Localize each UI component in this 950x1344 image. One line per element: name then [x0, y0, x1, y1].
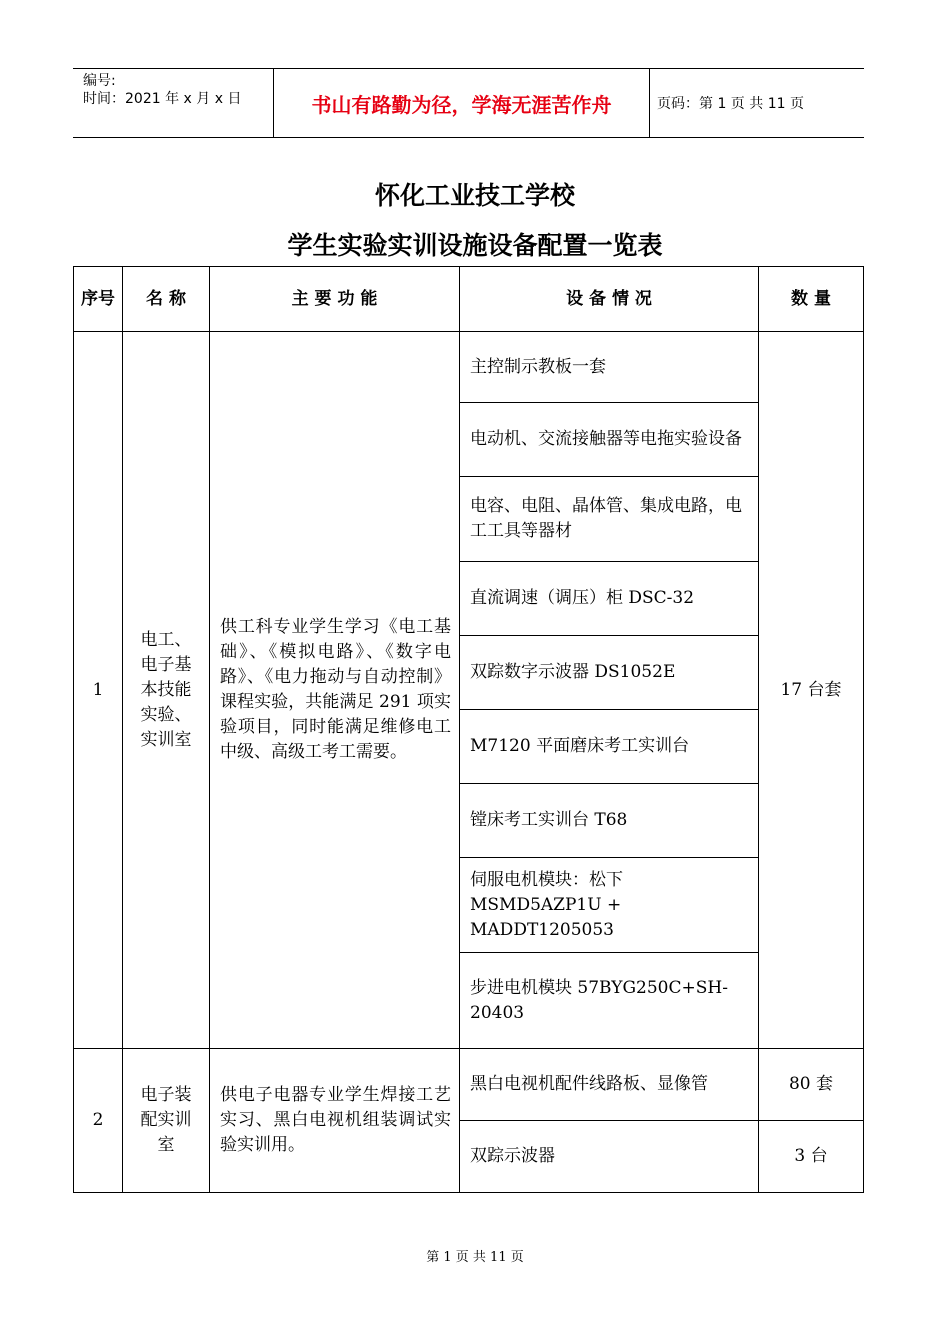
row2-name-text: 电子装配实训室 — [140, 1085, 192, 1155]
row2-name — [123, 1049, 209, 1192]
row1-equip-2: 电动机、交流接触器等电拖实验设备 — [470, 429, 742, 449]
row1-function-text: 供工科专业学生学习《电工基础》、《模拟电路》、《数字电路》、《电力拖动与自动控制》课程实验，共能满足 291 项实验项目，同时能满足维修电工中级、高级工考工需要。 — [220, 617, 451, 762]
row1-name-text: 电工、电子基本技能实验、实训室 — [140, 629, 192, 750]
page-header — [73, 68, 864, 138]
page-footer: 第 1 页 共 11 页 — [426, 1250, 524, 1265]
time-label: 时间：2021 年 x 月 x 日 — [83, 91, 242, 107]
row2-equip-2: 双踪示波器 — [470, 1146, 555, 1166]
header-motto: 书山有路勤为径，学海无涯苦作舟 — [274, 69, 650, 137]
row2-function-text: 供电子电器专业学生焊接工艺实习、黑白电视机组装调试实验实训用。 — [220, 1085, 451, 1155]
row2-quantity-1: 80 套 — [788, 1074, 834, 1094]
row2-equip-1: 黑白电视机配件线路板、显像管 — [470, 1074, 708, 1094]
row1-equip-7: 镗床考工实训台 T68 — [470, 810, 628, 830]
header-equipment: 设 备 情 况 — [566, 288, 652, 309]
header-seq: 序号 — [81, 288, 115, 309]
header-name: 名 称 — [146, 288, 186, 309]
header-page-info: 页码：第 1 页 共 11 页 — [657, 96, 804, 112]
row1-equip-6: M7120 平面磨床考工实训台 — [470, 736, 690, 756]
number-label: 编号: — [83, 73, 116, 89]
row1-equip-4: 直流调速（调压）柜 DSC-32 — [470, 588, 695, 608]
row1-equip-8: 伺服电机模块：松下 MSMD5AZP1U + MADDT1205053 — [470, 869, 623, 940]
row1-equip-5: 双踪数字示波器 DS1052E — [470, 662, 676, 682]
equipment-table — [73, 266, 864, 1193]
row1-equip-9: 步进电机模块 57BYG250C+SH-20403 — [470, 977, 728, 1023]
row2-function — [210, 1049, 459, 1192]
row2-seq: 2 — [92, 1110, 104, 1130]
row1-equip-1: 主控制示教板一套 — [470, 356, 606, 377]
row1-name — [123, 332, 209, 1048]
document-title: 学生实验实训设施设备配置一览表 — [287, 231, 663, 260]
row1-seq: 1 — [92, 679, 104, 700]
school-name: 怀化工业技工学校 — [374, 181, 575, 210]
row2-quantity-2: 3 台 — [794, 1146, 828, 1166]
header-meta — [73, 69, 274, 137]
row1-equip-3: 电容、电阻、晶体管、集成电路，电工工具等器材 — [470, 496, 742, 541]
row1-function — [210, 332, 459, 1048]
row1-quantity: 17 台套 — [780, 679, 842, 700]
header-function: 主 要 功 能 — [291, 288, 378, 309]
header-quantity: 数 量 — [791, 288, 831, 309]
